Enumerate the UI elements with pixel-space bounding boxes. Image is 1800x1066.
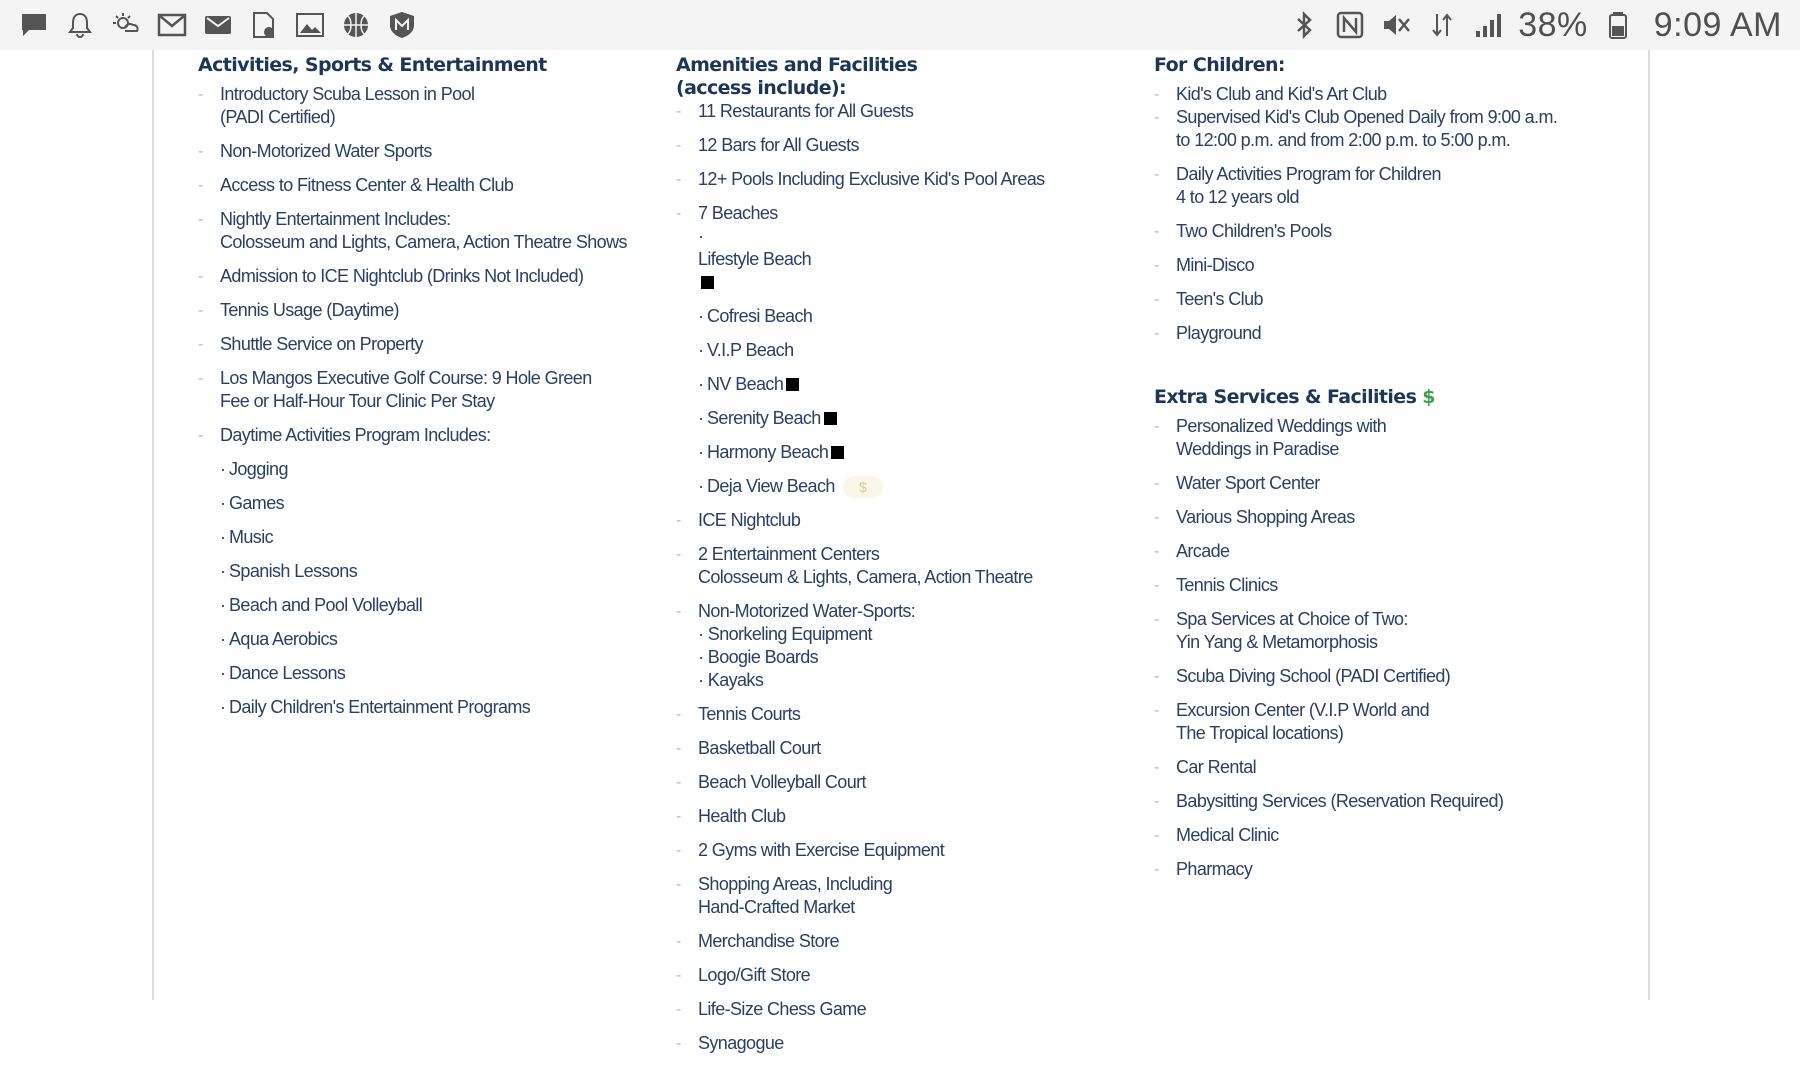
- sub-list-item: · Daily Children's Entertainment Programs: [198, 696, 658, 719]
- list-item: - Arcade: [1154, 540, 1624, 563]
- list-item: - Playground: [1154, 322, 1624, 345]
- section-spacer: [1154, 356, 1624, 386]
- list-item: - Pharmacy: [1154, 858, 1624, 881]
- list-item: - Non-Motorized Water Sports: [198, 140, 658, 163]
- bell-icon: [64, 10, 96, 40]
- dollar-icon: $: [1422, 386, 1435, 408]
- amenities-heading: Amenities and Facilities (access include):: [676, 54, 918, 99]
- list-item: - Personalized Weddings with Weddings in Paradise: [1154, 415, 1624, 461]
- beach-item: · Deja View Beach $: [676, 475, 1136, 498]
- list-item: - Spa Services at Choice of Two: Yin Yang & Metamorphosis: [1154, 608, 1624, 654]
- list-item: - Babysitting Services (Reservation Required): [1154, 790, 1624, 813]
- clock: 9:09 AM: [1653, 5, 1782, 44]
- document-page: [152, 50, 1650, 1054]
- black-square-icon: [786, 378, 799, 391]
- beach-item: · V.I.P Beach: [676, 339, 1136, 362]
- list-item: - Medical Clinic: [1154, 824, 1624, 847]
- beach-item: · Harmony Beach: [676, 441, 1136, 464]
- list-item: - 12+ Pools Including Exclusive Kid's Pool Areas: [676, 168, 1136, 191]
- list-item: - 2 Entertainment Centers Colosseum & Lights, Camera, Action Theatre: [676, 543, 1136, 589]
- list-item: - Introductory Scuba Lesson in Pool (PADI Certified): [198, 83, 658, 129]
- weather-icon: [110, 10, 142, 40]
- children-column: [1154, 54, 1624, 892]
- list-item: - Synagogue: [676, 1032, 1136, 1055]
- amenities-list: [676, 100, 1136, 1055]
- list-item: - 11 Restaurants for All Guests: [676, 100, 1136, 123]
- children-list: [1154, 83, 1624, 345]
- sub-list-item: · Spanish Lessons: [198, 560, 658, 583]
- sub-list-item: · Jogging: [198, 458, 658, 481]
- list-item: - Merchandise Store: [676, 930, 1136, 953]
- list-item: - Tennis Clinics: [1154, 574, 1624, 597]
- extra-services-list: [1154, 415, 1624, 881]
- data-icon: [1426, 10, 1458, 40]
- dollar-badge: $: [843, 476, 883, 498]
- bluetooth-icon: [1288, 10, 1320, 40]
- black-square-icon: [824, 412, 837, 425]
- list-item: - Mini-Disco: [1154, 254, 1624, 277]
- shield-m-icon: [386, 10, 418, 40]
- list-item: - Two Children's Pools: [1154, 220, 1624, 243]
- extra-services-heading: Extra Services & Facilities $: [1154, 386, 1435, 408]
- status-bar: [0, 0, 1800, 50]
- amenities-column: [676, 54, 1136, 1066]
- list-item: - Shuttle Service on Property: [198, 333, 658, 356]
- file-lock-icon: [248, 10, 280, 40]
- list-item: - 12 Bars for All Guests: [676, 134, 1136, 157]
- list-item: - Supervised Kid's Club Opened Daily from 9:00 a.m. to 12:00 p.m. and from 2:00 p.m. to 5:00 p.m.: [1154, 106, 1624, 152]
- notification-icons: [18, 10, 418, 40]
- activities-column: [198, 54, 658, 730]
- list-item: - Water Sport Center: [1154, 472, 1624, 495]
- beach-item: · Serenity Beach: [676, 407, 1136, 430]
- list-item: - Tennis Usage (Daytime): [198, 299, 658, 322]
- image-icon: [294, 10, 326, 40]
- black-square-icon: [701, 276, 714, 289]
- list-item: - Scuba Diving School (PADI Certified): [1154, 665, 1624, 688]
- list-item: - Shopping Areas, Including Hand-Crafted Market: [676, 873, 1136, 919]
- beach-item: · Cofresi Beach: [676, 305, 1136, 328]
- nfc-icon: [1334, 10, 1366, 40]
- activities-list: [198, 83, 658, 719]
- list-item: - Admission to ICE Nightclub (Drinks Not Included): [198, 265, 658, 288]
- list-item: - ICE Nightclub: [676, 509, 1136, 532]
- list-item: - Car Rental: [1154, 756, 1624, 779]
- sub-list-item: · Dance Lessons: [198, 662, 658, 685]
- list-item: - Daytime Activities Program Includes:: [198, 424, 658, 447]
- list-item: - Various Shopping Areas: [1154, 506, 1624, 529]
- mail-icon: [202, 10, 234, 40]
- list-item: - Access to Fitness Center & Health Club: [198, 174, 658, 197]
- list-item: - Basketball Court: [676, 737, 1136, 760]
- list-item: - 7 Beaches · Lifestyle Beach: [676, 202, 1136, 294]
- system-icons: [1288, 6, 1782, 45]
- battery-icon: [1602, 10, 1634, 40]
- list-item: - Daily Activities Program for Children 4 to 12 years old: [1154, 163, 1624, 209]
- list-item: - Beach Volleyball Court: [676, 771, 1136, 794]
- message-icon: [18, 10, 50, 40]
- list-item: - 2 Gyms with Exercise Equipment: [676, 839, 1136, 862]
- activities-heading: Activities, Sports & Entertainment: [198, 54, 547, 76]
- list-item: - Tennis Courts: [676, 703, 1136, 726]
- list-item: - Non-Motorized Water-Sports: · Snorkeling Equipment · Boogie Boards · Kayaks: [676, 600, 1136, 692]
- list-item: - Logo/Gift Store: [676, 964, 1136, 987]
- list-item: - Los Mangos Executive Golf Course: 9 Hole Green Fee or Half-Hour Tour Clinic Per Stay: [198, 367, 658, 413]
- list-item: - Health Club: [676, 805, 1136, 828]
- black-square-icon: [831, 446, 844, 459]
- list-item: - Kid's Club and Kid's Art Club: [1154, 83, 1624, 106]
- mute-icon: [1380, 10, 1412, 40]
- sub-list-item: · Beach and Pool Volleyball: [198, 594, 658, 617]
- signal-icon: [1472, 10, 1504, 40]
- sub-list-item: · Games: [198, 492, 658, 515]
- sub-list-item: · Aqua Aerobics: [198, 628, 658, 651]
- list-item: - Teen's Club: [1154, 288, 1624, 311]
- children-heading: For Children:: [1154, 54, 1285, 76]
- list-item: - Life-Size Chess Game: [676, 998, 1136, 1021]
- gmail-icon: [156, 10, 188, 40]
- list-item: - Excursion Center (V.I.P World and The Tropical locations): [1154, 699, 1624, 745]
- basketball-icon: [340, 10, 372, 40]
- beach-item: · Lifestyle Beach: [698, 225, 1136, 294]
- beach-item: · NV Beach: [676, 373, 1136, 396]
- battery-percent: 38%: [1518, 5, 1588, 44]
- list-item: - Nightly Entertainment Includes: Colosseum and Lights, Camera, Action Theatre Shows: [198, 208, 658, 254]
- sub-list-item: · Music: [198, 526, 658, 549]
